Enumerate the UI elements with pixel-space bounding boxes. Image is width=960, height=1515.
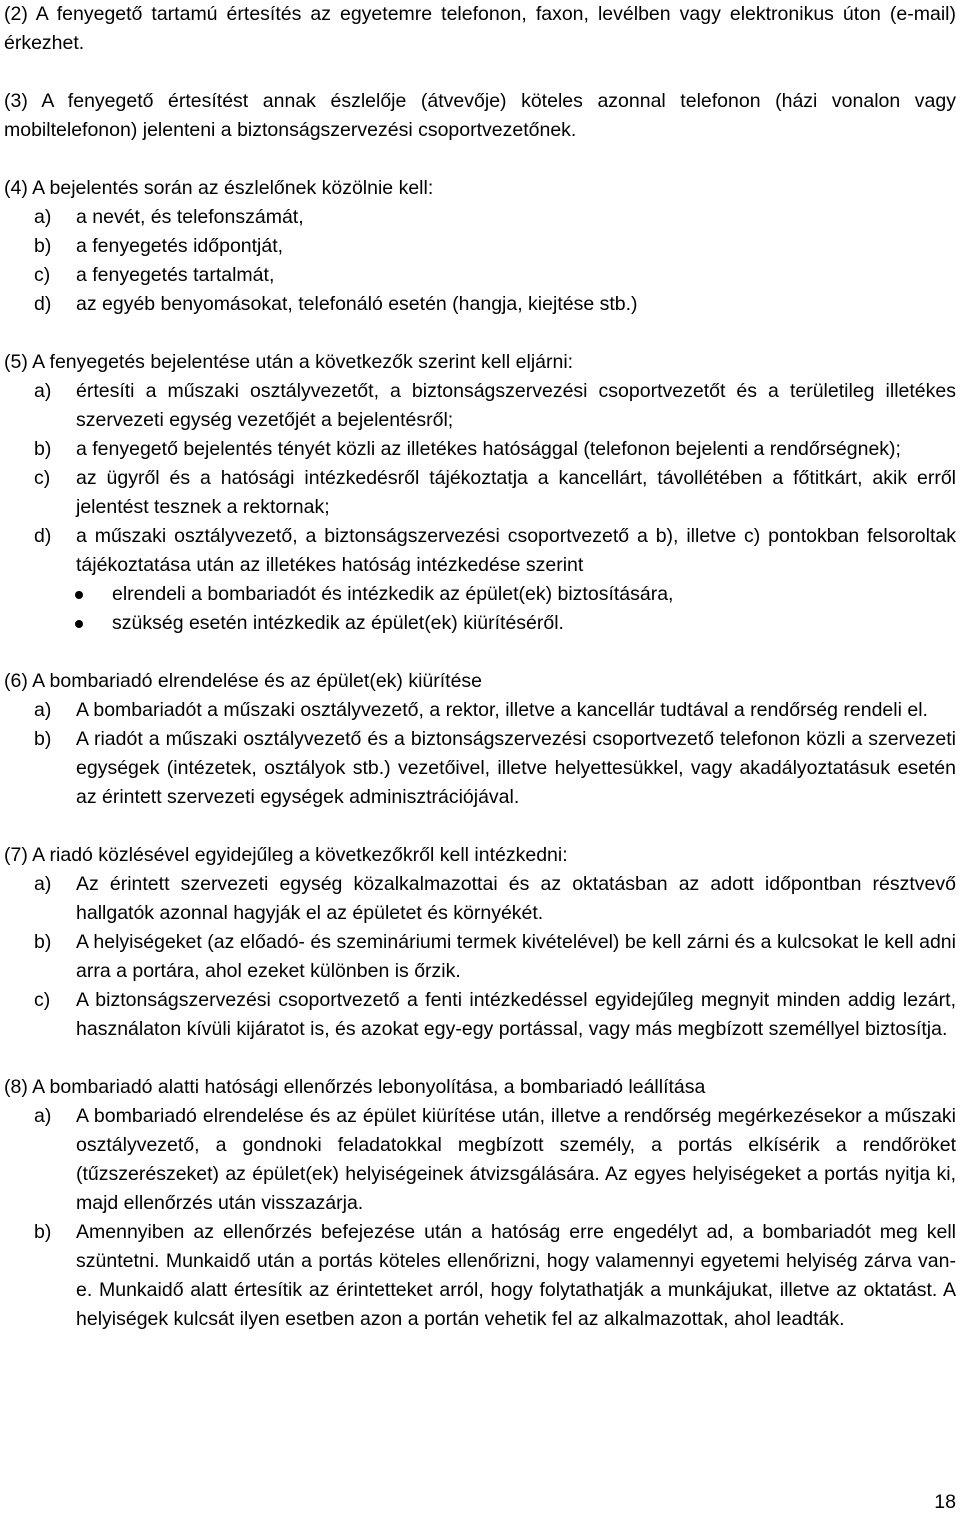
- bullet-icon: [75, 620, 83, 628]
- item-label: d): [34, 293, 52, 315]
- item-label: d): [34, 525, 52, 547]
- list-item: [4, 435, 956, 464]
- item-text: értesíti a műszaki osztályvezetőt, a biztonságszervezési csoportvezetőt és a területileg illetékes szervezeti egység vezetőjét a bejelentésről;: [76, 380, 956, 431]
- item-text: A riadót a műszaki osztályvezető és a biztonságszervezési csoportvezető telefonon közli a szervezeti egységek (intézetek, osztályok stb.) vezetőivel, illetve helyettesükkel, vagy akadályoztatásuk esetén az érintett szervezeti egységek adminisztrációjával.: [76, 728, 956, 808]
- item-label: a): [34, 1105, 52, 1127]
- document-body: [4, 0, 956, 1334]
- section-6-title: (6) A bombariadó elrendelése és az épület(ek) kiürítése: [4, 670, 483, 692]
- list-item: [4, 986, 956, 1044]
- item-label: c): [34, 467, 51, 489]
- item-text: A bombariadó elrendelése és az épület kiürítése után, illetve a rendőrség megérkezésekor a műszaki osztályvezető, a gondnoki feladatokkal megbízott személy, a portás elkísérik a rendőröket (tűzszerészeket) az épület(ek) helyiségeinek átvizsgálására. Az egyes helyiségeket a portás nyitja ki, majd ellenőrzés után visszazárja.: [76, 1105, 956, 1214]
- paragraph-3: (3) A fenyegető értesítést annak észlelője (átvevője) köteles azonnal telefonon (házi vonalon vagy mobiltelefonon) jelenteni a biztonságszervezési csoportvezetőnek.: [4, 90, 956, 141]
- item-text: a fenyegetés tartalmát,: [76, 264, 275, 286]
- bullet-text: szükség esetén intézkedik az épület(ek) kiürítéséről.: [112, 612, 564, 634]
- list-item: [4, 203, 956, 232]
- bullet-icon: [75, 591, 83, 599]
- item-text: az egyéb benyomásokat, telefonáló esetén (hangja, kiejtése stb.): [76, 293, 638, 315]
- bullet-item: [4, 609, 956, 638]
- list-item: [4, 290, 956, 319]
- paragraph-2: (2) A fenyegető tartamú értesítés az egyetemre telefonon, faxon, levélben vagy elektronikus úton (e-mail) érkezhet.: [4, 3, 956, 54]
- item-text: a műszaki osztályvezető, a biztonságszervezési csoportvezető a b), illetve c) pontokban felsoroltak tájékoztatása után az illetékes hatóság intézkedése szerint: [76, 525, 956, 576]
- item-label: c): [34, 989, 51, 1011]
- list-item: [4, 696, 956, 725]
- section-7-title: (7) A riadó közlésével egyidejűleg a következőkről kell intézkedni:: [4, 844, 568, 866]
- item-label: b): [34, 235, 52, 257]
- item-label: c): [34, 264, 51, 286]
- item-label: b): [34, 1221, 52, 1243]
- item-label: a): [34, 380, 52, 402]
- item-text: Amennyiben az ellenőrzés befejezése után a hatóság erre engedélyt ad, a bombariadót meg kell szüntetni. Munkaidő után a portás köteles ellenőrizni, hogy valamennyi egyetemi helyiség zárva van-e. Munkaidő alatt értesítik az érintetteket arról, hogy folytathatják a munkájukat, illetve az oktatást. A helyiségek kulcsát ilyen esetben azon a portán vehetik fel az alkalmazottak, ahol leadták.: [76, 1221, 956, 1330]
- page-number: 18: [934, 1491, 956, 1513]
- bullet-item: [4, 580, 956, 609]
- bullet-text: elrendeli a bombariadót és intézkedik az épület(ek) biztosítására,: [112, 583, 674, 605]
- item-label: a): [34, 206, 52, 228]
- list-item: [4, 232, 956, 261]
- item-label: a): [34, 699, 52, 721]
- list-item: [4, 261, 956, 290]
- list-item: [4, 522, 956, 580]
- item-label: b): [34, 438, 52, 460]
- section-8-title: (8) A bombariadó alatti hatósági ellenőrzés lebonyolítása, a bombariadó leállítása: [4, 1076, 706, 1098]
- item-label: b): [34, 728, 52, 750]
- item-text: a nevét, és telefonszámát,: [76, 206, 304, 228]
- list-item: [4, 1218, 956, 1334]
- item-text: A biztonságszervezési csoportvezető a fenti intézkedéssel egyidejűleg megnyit minden addig lezárt, használaton kívüli kijáratot is, és azokat egy-egy portással, vagy más megbízott személlyel biztosítja.: [76, 989, 956, 1040]
- item-label: b): [34, 931, 52, 953]
- item-text: A helyiségeket (az előadó- és szemináriumi termek kivételével) be kell zárni és a kulcsokat le kell adni arra a portára, ahol ezeket különben is őrzik.: [76, 931, 956, 982]
- item-text: Az érintett szervezeti egység közalkalmazottai és az oktatásban az adott időpontban résztvevő hallgatók azonnal hagyják el az épületet és környékét.: [76, 873, 956, 924]
- item-text: a fenyegetés időpontját,: [76, 235, 284, 257]
- list-item: [4, 928, 956, 986]
- item-text: A bombariadót a műszaki osztályvezető, a rektor, illetve a kancellár tudtával a rendőrség rendeli el.: [76, 699, 928, 721]
- section-5-title: (5) A fenyegetés bejelentése után a következők szerint kell eljárni:: [4, 351, 574, 373]
- section-4-title: (4) A bejelentés során az észlelőnek közölnie kell:: [4, 177, 434, 199]
- item-text: a fenyegető bejelentés tényét közli az illetékes hatósággal (telefonon bejelenti a rendőrségnek);: [76, 438, 901, 460]
- list-item: [4, 870, 956, 928]
- item-text: az ügyről és a hatósági intézkedésről tájékoztatja a kancellárt, távollétében a főtitkárt, akik erről jelentést tesznek a rektornak;: [76, 467, 956, 518]
- list-item: [4, 464, 956, 522]
- list-item: [4, 377, 956, 435]
- list-item: [4, 725, 956, 812]
- item-label: a): [34, 873, 52, 895]
- list-item: [4, 1102, 956, 1218]
